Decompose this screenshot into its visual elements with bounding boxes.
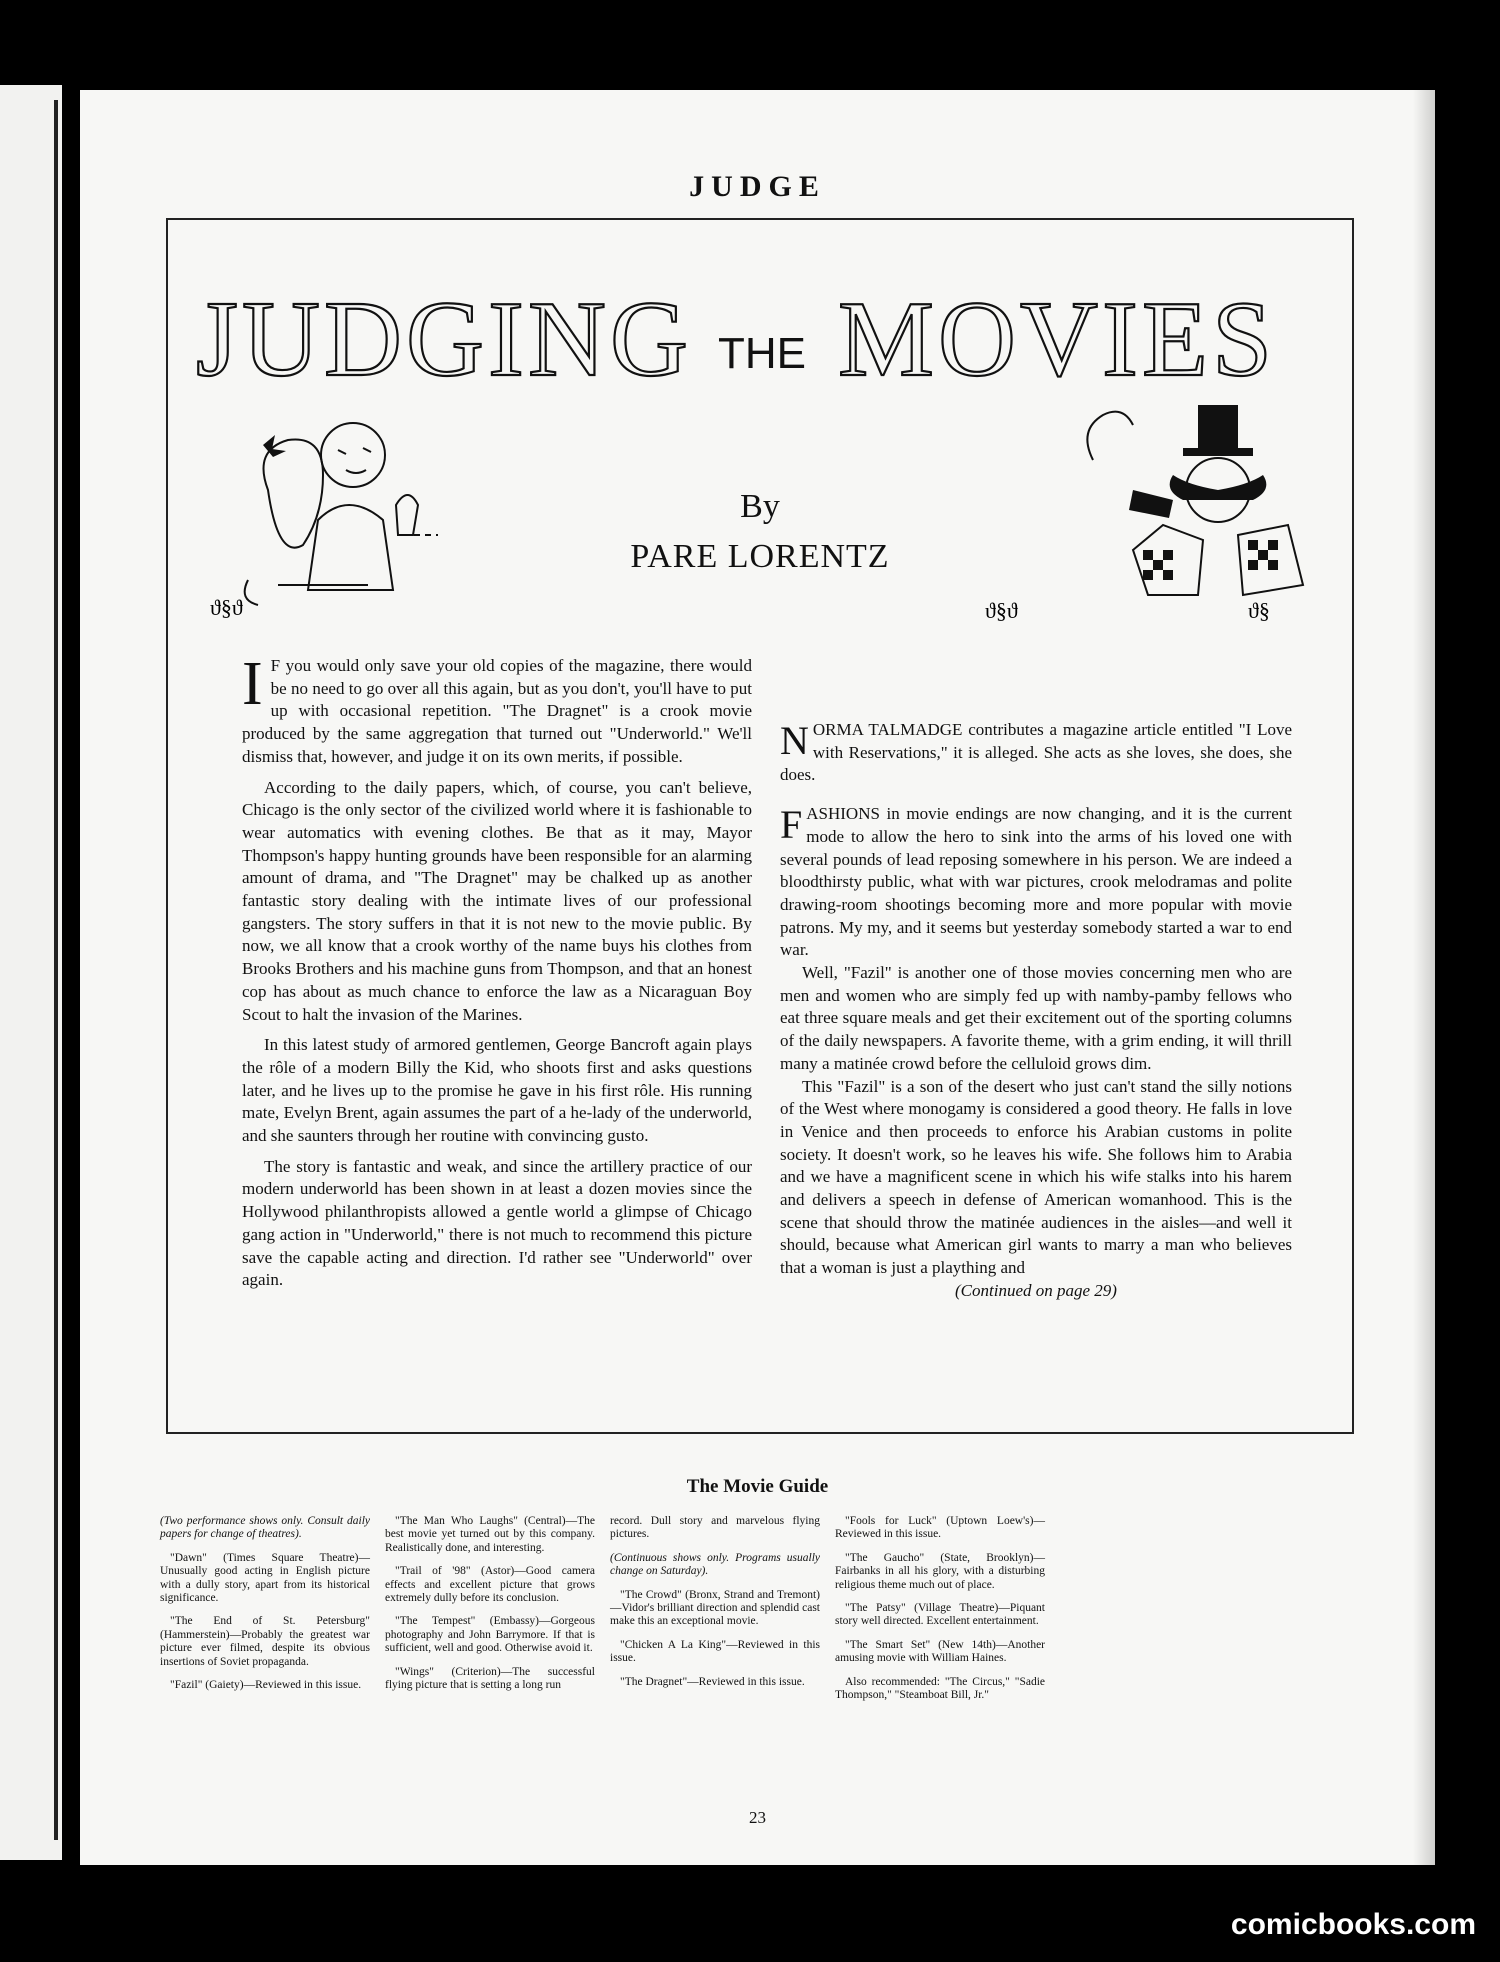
byline-by: By xyxy=(740,488,780,525)
drop-cap: I xyxy=(242,650,263,718)
article-paragraph: According to the daily papers, which, of course, you can't believe, Chicago is the only sector of the civilized world where it is fashionable to wear automatics with evening clothes. Be that as it may, Mayor Thompson's happy hunting grounds have been responsible for an alarming amount of drama, and "The Dragnet" may be chalked up as another fantastic story dealing with the intimate lives of our professional gangsters. The story suffers in that it is not new to the movie public. By now, we all know that a crook worthy of the name buys his clothes from Brooks Brothers and his machine guns from Thompson, and that an honest cop has about as much chance to enforce the law as a Nicaraguan Boy Scout to halt the invasion of the Marines. xyxy=(242,777,752,1024)
guide-entry: "The Gaucho" (State, Brooklyn)—Fairbanks in all his glory, with a disturbing religious theme much out of place. xyxy=(835,1551,1045,1591)
guide-entry: "The Patsy" (Village Theatre)—Piquant story well directed. Excellent entertainment. xyxy=(835,1602,1045,1628)
watermark: comicbooks.com xyxy=(1230,1908,1476,1941)
guide-entry: "Chicken A La King"—Reviewed in this issue. xyxy=(610,1638,820,1665)
article-frame xyxy=(166,218,1354,1434)
guide-entry: "Fools for Luck" (Uptown Loew's)—Reviewed in this issue. xyxy=(835,1515,1045,1541)
guide-entry: "The Man Who Laughs" (Central)—The best movie yet turned out by this company. Realistically done, and interesting. xyxy=(385,1515,595,1554)
svg-text:ϑ§ϑ: ϑ§ϑ xyxy=(985,598,1018,623)
banner-title-the: THE xyxy=(718,329,806,378)
svg-text:ϑ§: ϑ§ xyxy=(1248,598,1270,623)
paragraph-text: F you would only save your old copies of the magazine, there would be no need to go over all this again, but as you don't, you'll have to put up with occasional repetition. "The Dragnet" is a crook movie produced by the same aggregation that turned out "Underworld." We'll dismiss that, however, and judge it on its own merits, if possible. xyxy=(242,656,752,766)
movie-guide-column xyxy=(385,1515,595,1702)
magazine-page xyxy=(80,90,1435,1865)
movie-guide-column xyxy=(835,1515,1045,1712)
facing-page-edge xyxy=(0,85,62,1860)
movie-guide-column xyxy=(160,1515,370,1702)
page-shadow xyxy=(1413,90,1435,1865)
paragraph-text: ORMA TALMADGE contributes a magazine article entitled "I Love with Reservations," it is alleged. She acts as she loves, she does, she does. xyxy=(780,720,1292,785)
guide-entry: "The Crowd" (Bronx, Strand and Tremont)—Vidor's brilliant direction and splendid cast make this an exceptional movie. xyxy=(610,1588,820,1628)
guide-entry: "Trail of '98" (Astor)—Good camera effects and excellent picture that grows extremely dully before its conclusion. xyxy=(385,1565,595,1605)
article-column-right xyxy=(780,655,1292,1303)
article-column-left xyxy=(242,650,752,1292)
svg-text:ϑ§ϑ: ϑ§ϑ xyxy=(210,595,243,620)
guide-entry: "Wings" (Criterion)—The successful flying picture that is setting a long run xyxy=(385,1665,595,1692)
guide-entry: (Two performance shows only. Consult daily papers for change of theatres). xyxy=(160,1515,370,1541)
banner-title-movies: MOVIES xyxy=(838,280,1277,390)
drop-cap: F xyxy=(780,802,803,848)
running-head: JUDGE xyxy=(689,170,826,203)
guide-entry: "The End of St. Petersburg" (Hammerstein)—Probably the greatest war picture ever filmed, despite its obvious insertions of Soviet propaganda. xyxy=(160,1615,370,1668)
guide-entry: "Fazil" (Gaiety)—Reviewed in this issue. xyxy=(170,1679,362,1692)
article-paragraph: In this latest study of armored gentlemen, George Bancroft again plays the rôle of a modern Billy the Kid, who shoots first and asks questions later, and he lives up to the promise he gave in his first rôle. His running mate, Evelyn Brent, again assumes the part of a he-lady of the underworld, and she saunters through her routine with convincing gusto. xyxy=(242,1035,752,1146)
guide-entry: record. Dull story and marvelous flying pictures. xyxy=(610,1515,820,1541)
banner-title xyxy=(188,280,1333,390)
paragraph-text: ASHIONS in movie endings are now changing, and it is the current mode to allow the hero to sink into the arms of his loved one with several pounds of lead reposing somewhere in his person. We are indeed a bloodthirsty public, what with war pictures, crook melodramas and polite drawing-room shootings becoming more and more popular with movie patrons. My my, and it seems but yesterday somebody started a war to end war. xyxy=(780,804,1292,960)
article-paragraph: This "Fazil" is a son of the desert who just can't stand the silly notions of the West where monogamy is considered a good theory. He falls in love in Venice and then proceeds to enforce his Arabian customs in polite society. It doesn't work, so he leaves his wife. She follows him to Arabia and we have a magnificent scene in which his wife stalks into his harem and delivers a speech in defense of American womanhood. This is the scene that should throw the matinée audiences in the aisles—and well it should, because what American girl wants to marry a man who believes that a woman is just a plaything and xyxy=(780,1076,1292,1278)
guide-entry: "The Dragnet"—Reviewed in this issue. xyxy=(620,1675,805,1688)
continued-note: (Continued on page 29) xyxy=(955,1280,1117,1300)
article-paragraph xyxy=(780,719,1292,787)
drop-cap: N xyxy=(780,718,809,763)
cartoon-villain-illustration xyxy=(983,400,1323,625)
guide-entry: (Continuous shows only. Programs usually change on Saturday). xyxy=(610,1551,820,1578)
guide-entry: Also recommended: "The Circus," "Sadie Thompson," "Steamboat Bill, Jr." xyxy=(835,1675,1045,1702)
guide-entry: "The Smart Set" (New 14th)—Another amusing movie with William Haines. xyxy=(835,1638,1045,1665)
facing-page-border xyxy=(54,100,58,1840)
article-paragraph xyxy=(780,803,1292,962)
byline-author: PARE LORENTZ xyxy=(630,538,890,575)
article-paragraph: Well, "Fazil" is another one of those movies concerning men who are men and women who are simply fed up with namby-pamby fellows who eat three square meals and get their excitement out of the sporting columns of the daily newspapers. A favorite theme, with a grim ending, it will thrill many a matinée crowd before the celluloid grows dim. xyxy=(780,963,1292,1073)
page-number: 23 xyxy=(749,1808,766,1827)
banner-title-judging: JUDGING xyxy=(196,280,692,390)
article-paragraph xyxy=(242,650,752,769)
movie-guide-title: The Movie Guide xyxy=(686,1476,829,1497)
movie-guide-column xyxy=(610,1515,820,1699)
guide-entry: "The Tempest" (Embassy)—Gorgeous photography and John Barrymore. If that is sufficient, well and good. Otherwise avoid it. xyxy=(385,1615,595,1655)
guide-entry: "Dawn" (Times Square Theatre)—Unusually good acting in English picture with a dully story, apart from its historical significance. xyxy=(160,1551,370,1605)
article-paragraph: The story is fantastic and weak, and since the artillery practice of our modern underworld has been shown in at least a dozen movies since the Hollywood philanthropists allowed a gentle world a glimpse of Chicago gang action in "Underworld," there is not much to recommend this picture save the capable acting and direction. I'd rather see "Underworld" over again. xyxy=(242,1156,752,1290)
